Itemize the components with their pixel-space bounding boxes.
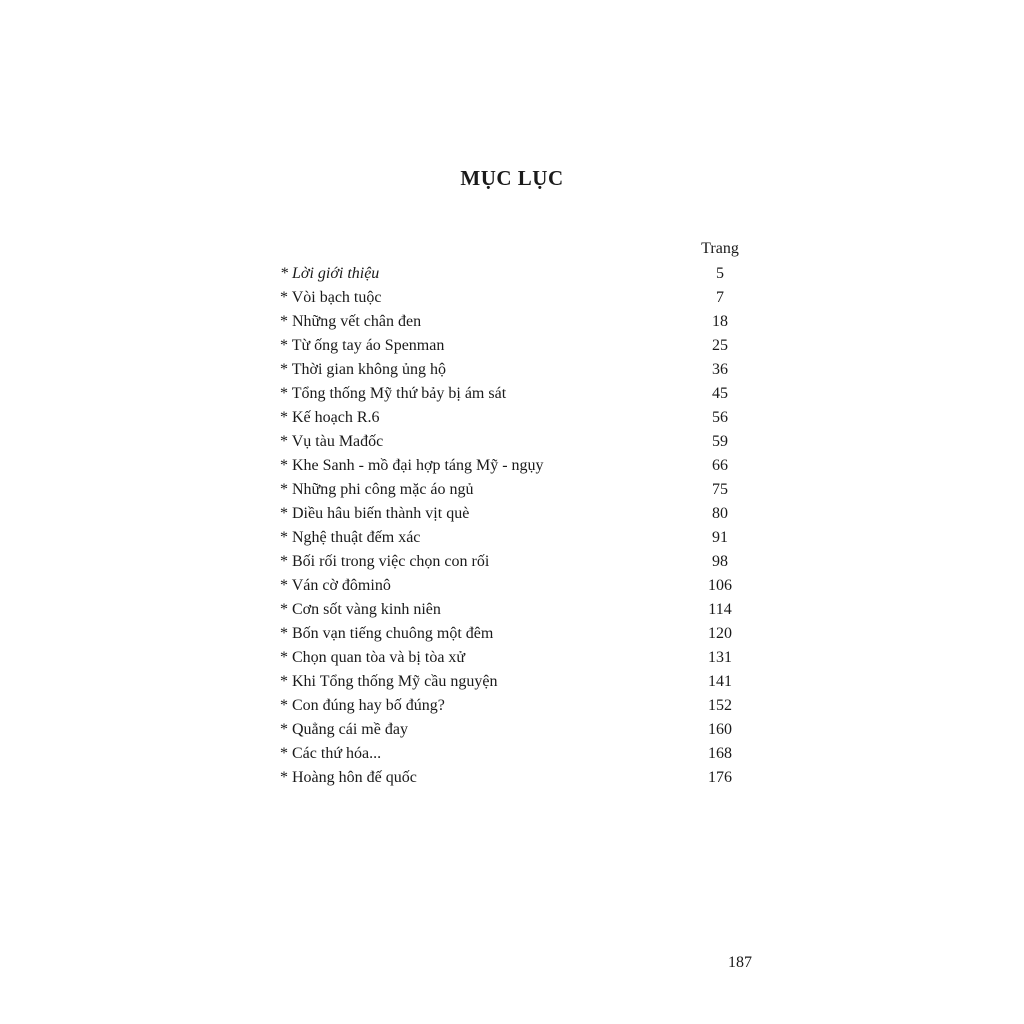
toc-entry	[278, 694, 748, 718]
toc-entry-page: 114	[708, 601, 732, 618]
toc-entry	[278, 334, 748, 358]
toc-entry	[278, 502, 748, 526]
toc-entry-title: * Khe Sanh - mồ đại hợp táng Mỹ - ngụy	[280, 457, 544, 474]
toc-entry	[278, 526, 748, 550]
page-number: 187	[728, 954, 752, 971]
toc-entry-title: * Vòi bạch tuộc	[280, 289, 382, 306]
toc-entry-title: * Hoàng hôn đế quốc	[280, 769, 417, 786]
toc-entry	[278, 478, 748, 502]
toc-entry-title: * Kế hoạch R.6	[280, 409, 380, 426]
toc-entry-page: 66	[712, 457, 728, 474]
toc-entry-page: 45	[712, 385, 728, 402]
toc-entry-title: * Diều hâu biến thành vịt què	[280, 505, 470, 522]
page-title: MỤC LỤC	[460, 166, 564, 190]
toc-entry-page: 25	[712, 337, 728, 354]
toc-entry-page: 120	[708, 625, 732, 642]
toc-entry-title: * Bối rối trong việc chọn con rối	[280, 553, 490, 570]
toc-entry-title: * Ván cờ đôminô	[280, 577, 391, 594]
toc-entry	[278, 742, 748, 766]
toc-entry-page: 106	[708, 577, 732, 594]
toc-entry-title: * Lời giới thiệu	[280, 265, 380, 282]
toc-entry-title: * Vụ tàu Mađốc	[280, 433, 384, 450]
toc-entry-page: 7	[716, 289, 724, 306]
toc-entry-title: * Con đúng hay bố đúng?	[280, 697, 445, 714]
toc-entry-title: * Các thứ hóa...	[280, 745, 382, 762]
toc-entry-title: * Thời gian không ủng hộ	[280, 361, 446, 378]
toc-entry-page: 160	[708, 721, 732, 738]
toc-entry-page: 91	[712, 529, 728, 546]
toc-entry-page: 176	[708, 769, 732, 786]
toc-entry-page: 131	[708, 649, 732, 666]
toc-entry-title: * Những vết chân đen	[280, 313, 422, 330]
toc-entry	[278, 550, 748, 574]
toc-entry	[278, 646, 748, 670]
toc-entry	[278, 718, 748, 742]
toc-entry	[278, 454, 748, 478]
toc-entry	[278, 430, 748, 454]
toc-entry-title: * Từ ống tay áo Spenman	[280, 337, 445, 354]
toc-entry	[278, 262, 748, 286]
toc-entry-page: 5	[716, 265, 724, 282]
toc-entry-page: 141	[708, 673, 732, 690]
page-column-header: Trang	[701, 240, 739, 257]
toc-entry-page: 168	[708, 745, 732, 762]
toc-entry-title: * Bốn vạn tiếng chuông một đêm	[280, 625, 494, 642]
toc-entry-title: * Khi Tổng thống Mỹ cầu nguyện	[280, 673, 498, 690]
toc-entry-title: * Tổng thống Mỹ thứ bảy bị ám sát	[280, 385, 507, 402]
table-of-contents	[278, 262, 748, 790]
toc-entry-title: * Những phi công mặc áo ngủ	[280, 481, 474, 498]
toc-entry-title: * Cơn sốt vàng kinh niên	[280, 601, 441, 618]
toc-entry-page: 36	[712, 361, 728, 378]
toc-entry-page: 56	[712, 409, 728, 426]
toc-entry	[278, 574, 748, 598]
toc-entry-title: * Chọn quan tòa và bị tòa xử	[280, 649, 466, 666]
toc-entry-page: 98	[712, 553, 728, 570]
toc-entry	[278, 406, 748, 430]
toc-entry	[278, 598, 748, 622]
toc-entry-title: * Quẳng cái mề đay	[280, 721, 408, 738]
toc-entry-page: 152	[708, 697, 732, 714]
toc-entry	[278, 622, 748, 646]
toc-entry-page: 18	[712, 313, 728, 330]
toc-entry	[278, 286, 748, 310]
toc-entry	[278, 358, 748, 382]
toc-entry	[278, 766, 748, 790]
toc-entry	[278, 382, 748, 406]
toc-entry	[278, 310, 748, 334]
toc-entry-page: 80	[712, 505, 728, 522]
toc-entry-title: * Nghệ thuật đếm xác	[280, 529, 421, 546]
toc-entry-page: 59	[712, 433, 728, 450]
toc-entry	[278, 670, 748, 694]
toc-entry-page: 75	[712, 481, 728, 498]
